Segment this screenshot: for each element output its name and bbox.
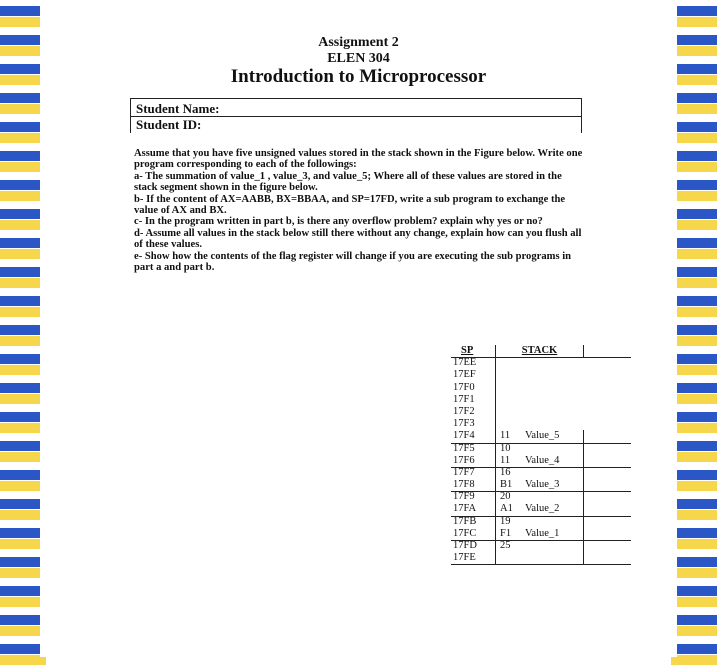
stack-address: 17FC	[453, 527, 477, 539]
stack-address: 17F5	[453, 442, 475, 454]
stripe-band	[671, 615, 717, 636]
stack-row	[451, 418, 631, 430]
stripe-band	[671, 64, 717, 85]
stack-cell	[495, 467, 584, 479]
stack-row	[451, 540, 631, 552]
stripe-edge	[671, 0, 677, 657]
course-code: ELEN 304	[327, 51, 390, 66]
stripe-band	[671, 441, 717, 462]
stack-row	[451, 443, 631, 455]
stripe-band	[671, 35, 717, 56]
stack-address: 17F0	[453, 381, 475, 393]
stack-address: 17FB	[453, 515, 477, 527]
stack-table	[451, 345, 631, 564]
stack-byte-value: 10	[500, 442, 511, 454]
stripe-band	[671, 209, 717, 230]
stack-byte-value: 19	[500, 515, 511, 527]
stripe-band	[671, 238, 717, 259]
stack-cell	[495, 406, 583, 418]
stripe-band	[671, 644, 717, 665]
stack-address: 17FD	[453, 540, 477, 551]
stack-value-label: Value_2	[525, 503, 560, 515]
stack-address: 17F8	[453, 479, 475, 491]
stack-address: 17F2	[453, 405, 475, 417]
stack-value-label: Value_3	[525, 479, 560, 491]
stack-byte-value: 16	[500, 466, 511, 478]
stack-row	[451, 430, 631, 442]
stack-row	[451, 382, 631, 394]
stack-row	[451, 467, 631, 479]
stack-cell	[495, 430, 584, 442]
stack-cell	[495, 503, 584, 515]
stack-row	[451, 357, 631, 369]
stack-address: 17F4	[453, 430, 475, 442]
stack-cell	[495, 479, 584, 491]
stack-address: 17FE	[453, 552, 476, 564]
stack-byte-value: B1	[500, 479, 513, 491]
stripe-band	[671, 151, 717, 172]
stack-cell	[495, 516, 584, 528]
stack-value-label: Value_1	[525, 527, 560, 539]
stack-cell	[495, 540, 584, 552]
stack-row	[451, 516, 631, 528]
stack-byte-value: A1	[500, 503, 513, 515]
stack-cell	[495, 357, 583, 369]
stack-cell	[495, 528, 584, 540]
stack-address: 17F1	[453, 393, 475, 405]
stripe-band	[671, 122, 717, 143]
stack-cell	[495, 418, 583, 430]
question-part-e: e- Show how the contents of the flag register will change if you are executing the sub programs in part a and part b.	[134, 250, 572, 274]
student-info-box	[130, 98, 582, 133]
question-intro: Assume that you have five unsigned values stored in the stack shown in the Figure below. Write one program corresponding to each of the followings:	[134, 148, 583, 171]
stripe-band	[671, 470, 717, 491]
stack-cell	[495, 455, 584, 467]
stack-row	[451, 491, 631, 503]
stack-row	[451, 394, 631, 406]
right-decorative-stripe	[671, 0, 717, 657]
stack-header-row	[451, 345, 631, 357]
stack-address: 17F9	[453, 491, 475, 503]
stripe-band	[671, 557, 717, 578]
question-part-a: a- The summation of value_1 , value_3, and value_5; Where all of these values are stored in the stack segment shown in the figure below.	[134, 170, 562, 194]
stripe-band	[671, 412, 717, 433]
stack-row	[451, 552, 631, 564]
stack-bottom-rule	[451, 564, 631, 565]
stack-byte-value: 25	[500, 540, 511, 551]
stripe-band	[671, 180, 717, 201]
sp-column-header: SP	[461, 345, 474, 356]
stack-row	[451, 479, 631, 491]
stack-address: 17F7	[453, 466, 475, 478]
stripe-band	[671, 93, 717, 114]
stack-row	[451, 528, 631, 540]
stack-byte-value: 20	[500, 491, 511, 503]
stripe-band	[671, 354, 717, 375]
stack-row	[451, 455, 631, 467]
stripe-band	[671, 267, 717, 288]
stripe-band	[671, 296, 717, 317]
stack-byte-value: 11	[500, 430, 511, 442]
stripe-band	[671, 6, 717, 27]
stack-column-header: STACK	[495, 345, 584, 357]
document-page	[46, 0, 671, 657]
stack-cell	[495, 491, 584, 503]
stripe-band	[671, 325, 717, 346]
stack-row	[451, 406, 631, 418]
stack-row	[451, 369, 631, 381]
stripe-band	[671, 528, 717, 549]
stack-cell	[495, 382, 583, 394]
stack-address: 17EE	[453, 357, 477, 369]
assignment-label: Assignment 2	[318, 35, 399, 50]
question-part-c: c- In the program written in part b, is there any overflow problem? explain why yes or no?	[134, 216, 543, 228]
stack-cell	[495, 369, 583, 381]
question-part-d: d- Assume all values in the stack below still there without any change, explain how can you flush all of these values.	[134, 227, 582, 251]
course-title: Introduction to Microprocessor	[230, 66, 487, 87]
stack-address: 17F3	[453, 418, 475, 430]
stripe-band	[671, 586, 717, 607]
stack-address: 17EF	[453, 369, 476, 381]
stripe-band	[671, 383, 717, 404]
stack-address: 17FA	[453, 503, 477, 515]
stack-value-label: Value_5	[525, 430, 560, 442]
left-decorative-stripe	[0, 0, 46, 657]
student-id-label: Student ID:	[136, 117, 202, 132]
question-part-b: b- If the content of AX=AABB, BX=BBAA, and SP=17FD, write a sub program to exchange the value of AX and BX.	[134, 193, 566, 217]
stack-row	[451, 503, 631, 515]
student-name-label: Student Name:	[136, 101, 220, 116]
stripe-band	[671, 499, 717, 520]
stack-cell	[495, 552, 584, 564]
stack-byte-value: F1	[500, 527, 512, 539]
stack-address: 17F6	[453, 454, 475, 466]
stack-cell	[495, 443, 584, 455]
stack-byte-value: 11	[500, 454, 511, 466]
stack-value-label: Value_4	[525, 454, 560, 466]
question-text	[134, 148, 584, 273]
stack-cell	[495, 394, 583, 406]
